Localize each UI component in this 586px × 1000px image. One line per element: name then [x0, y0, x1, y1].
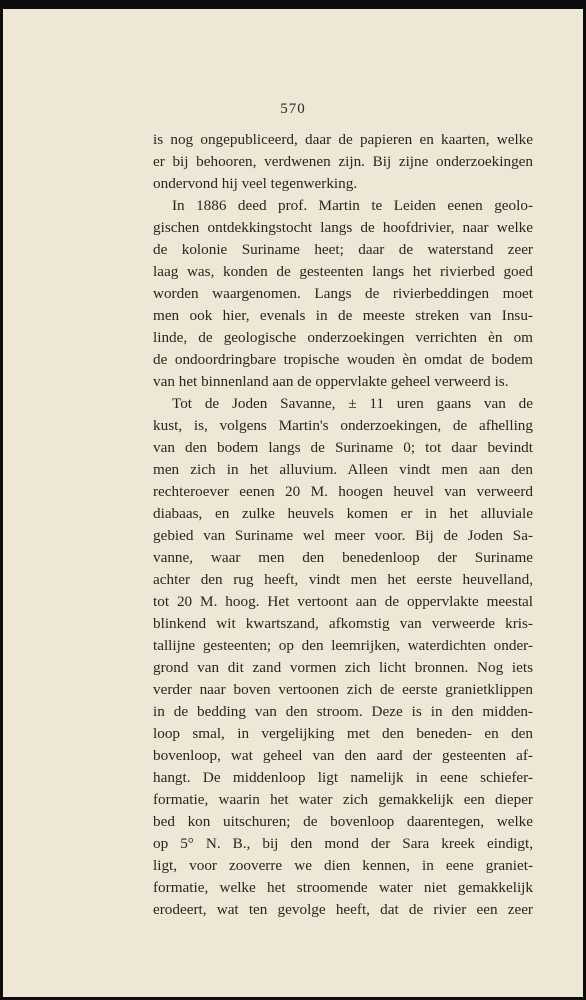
text-line: linde, de geologische onderzoekingen verrichten èn om	[153, 329, 533, 346]
text-line: men zich in het alluvium. Alleen vindt men aan den	[153, 461, 533, 478]
text-line: worden waargenomen. Langs de rivierbeddingen moet	[153, 285, 533, 302]
text-line: is nog ongepubliceerd, daar de papieren en kaarten, welke	[153, 131, 533, 148]
text-line: in de bedding van den stroom. Deze is in den midden-	[153, 703, 533, 720]
book-page	[3, 9, 583, 997]
text-line: rechteroever eenen 20 M. hoogen heuvel van verweerd	[153, 483, 533, 500]
text-line: op 5° N. B., bij den mond der Sara kreek eindigt,	[153, 835, 533, 852]
text-line: gischen ontdekkingstocht langs de hoofdrivier, naar welke	[153, 219, 533, 236]
text-line: er bij behooren, verdwenen zijn. Bij zijne onderzoekingen	[153, 153, 533, 170]
text-line: erodeert, wat ten gevolge heeft, dat de rivier een zeer	[153, 901, 533, 918]
text-line: Tot de Joden Savanne, ± 11 uren gaans van de	[172, 395, 533, 412]
text-line: de kolonie Suriname heet; daar de waterstand zeer	[153, 241, 533, 258]
text-line: formatie, waarin het water zich gemakkelijk een dieper	[153, 791, 533, 808]
text-line: In 1886 deed prof. Martin te Leiden eenen geolo-	[172, 197, 533, 214]
text-line: tallijne gesteenten; op den leemrijken, waterdichten onder-	[153, 637, 533, 654]
text-line: de ondoordringbare tropische wouden èn omdat de bodem	[153, 351, 533, 368]
text-line: men ook hier, evenals in de meeste streken van Insu-	[153, 307, 533, 324]
text-line: ligt, voor zooverre we dien kennen, in eene graniet-	[153, 857, 533, 874]
text-line: formatie, welke het stroomende water niet gemakkelijk	[153, 879, 533, 896]
text-line: van het binnenland aan de oppervlakte geheel verweerd is.	[153, 373, 509, 390]
text-line: van den bodem langs de Suriname 0; tot daar bevindt	[153, 439, 533, 456]
body-text	[153, 129, 533, 921]
page-number: 570	[280, 101, 306, 117]
text-line: loop smal, in vergelijking met den beneden- en den	[153, 725, 533, 742]
text-line: laag was, konden de gesteenten langs het rivierbed goed	[153, 263, 533, 280]
text-line: blinkend wit kwartszand, afkomstig van verweerde kris-	[153, 615, 533, 632]
text-line: achter den rug heeft, vindt men het eerste heuvelland,	[153, 571, 533, 588]
text-line: verder naar boven vertoonen zich de eerste granietklippen	[153, 681, 533, 698]
text-line: bed kon uitschuren; de bovenloop daarentegen, welke	[153, 813, 533, 830]
text-line: gebied van Suriname wel meer voor. Bij de Joden Sa-	[153, 527, 533, 544]
text-line: diabaas, en zulke heuvels komen er in het alluviale	[153, 505, 533, 522]
text-line: ondervond hij veel tegenwerking.	[153, 175, 358, 192]
text-line: hangt. De middenloop ligt namelijk in eene schiefer-	[153, 769, 533, 786]
text-line: grond van dit zand vormen zich licht bronnen. Nog iets	[153, 659, 533, 676]
text-line: bovenloop, wat geheel van den aard der gesteenten af-	[153, 747, 533, 764]
text-line: tot 20 M. hoog. Het vertoont aan de oppervlakte meestal	[153, 593, 533, 610]
text-line: kust, is, volgens Martin's onderzoekingen, de afhelling	[153, 417, 533, 434]
text-line: vanne, waar men den benedenloop der Suriname	[153, 549, 533, 566]
